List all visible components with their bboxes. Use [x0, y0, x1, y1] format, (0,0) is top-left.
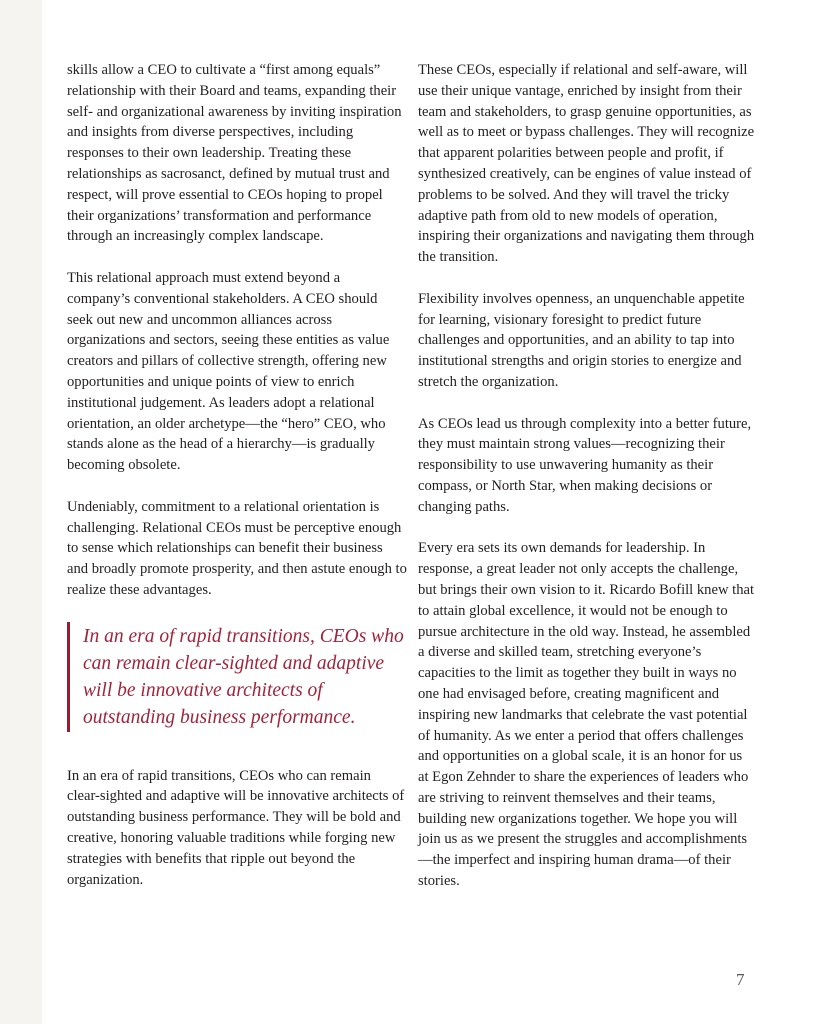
right-column — [418, 60, 756, 913]
body-paragraph: skills allow a CEO to cultivate a “first among equals” relationship with their Board and teams, expanding their self- and organizational awareness by inviting inspiration and insights from diverse perspectives, including responses to their own leadership. Treating these relationships as sacrosanct, defined by mutual trust and respect, will prove essential to CEOs hoping to propel their organizations’ transformation and performance through an increasingly complex landscape. — [67, 62, 402, 245]
left-column — [67, 60, 407, 911]
body-paragraph: This relational approach must extend beyond a company’s conventional stakeholders. A CEO should seek out new and uncommon alliances across organizations and sectors, seeing these entities as value creators and pillars of collective strength, offering new opportunities and unique points of view to enrich institutional judgement. As leaders adopt a relational orientation, an older archetype—the “hero” CEO, who stands alone as the head of a hierarchy—is gradually becoming obsolete. — [67, 269, 390, 474]
page-number: 7 — [736, 970, 745, 989]
body-paragraph: In an era of rapid transitions, CEOs who can remain clear-sighted and adaptive will be innovative architects of outstanding business performance. They will be bold and creative, honoring valuable traditions while forging new strategies with benefits that ripple out beyond the organization. — [67, 767, 405, 888]
pull-quote — [67, 622, 407, 732]
body-paragraph: Undeniably, commitment to a relational orientation is challenging. Relational CEOs must be perceptive enough to sense which relationships can benefit their business and broadly promote prosperity, and then astute enough to realize these advantages. — [67, 498, 407, 598]
body-paragraph: These CEOs, especially if relational and self-aware, will use their unique vantage, enriched by insight from their team and stakeholders, to grasp genuine opportunities, as well as to meet or bypass challenges. They will recognize that apparent polarities between people and profit, if synthesized creatively, can be engines of value instead of problems to be solved. And they will travel the tricky adaptive path from old to new models of operation, inspiring their organizations and navigating them through the transition. — [418, 62, 755, 266]
body-paragraph: Every era sets its own demands for leadership. In response, a great leader not only accepts the challenge, but brings their own vision to it. Ricardo Bofill knew that to attain global excellence, it would not be enough to pursue architecture in the old way. Instead, he assembled a diverse and skilled team, stretching everyone’s capacities to the limit as together they built in ways no one had envisaged before, creating magnificent and inspiring new landmarks that celebrate the vast potential of humanity. As we enter a period that offers challenges and opportunities on a global scale, it is an honor for us at Egon Zehnder to share the experiences of leaders who are striving to reinvent themselves and their teams, building new organizations together. We hope you will join us as we present the struggles and accomplishments—the imperfect and inspiring human drama—of their stories. — [418, 540, 755, 890]
pull-quote-text: In an era of rapid transitions, CEOs who can remain clear-sighted and adaptive will be innovative architects of outstanding business performance. — [83, 625, 404, 728]
body-paragraph: Flexibility involves openness, an unquenchable appetite for learning, visionary foresight to predict future challenges and opportunities, and an ability to tap into institutional strengths and origin stories to energize and stretch the organization. — [418, 290, 745, 390]
body-paragraph: As CEOs lead us through complexity into a better future, they must maintain strong values—recognizing their responsibility to use unwavering humanity as their compass, or North Star, when making decisions or changing paths. — [418, 415, 752, 515]
